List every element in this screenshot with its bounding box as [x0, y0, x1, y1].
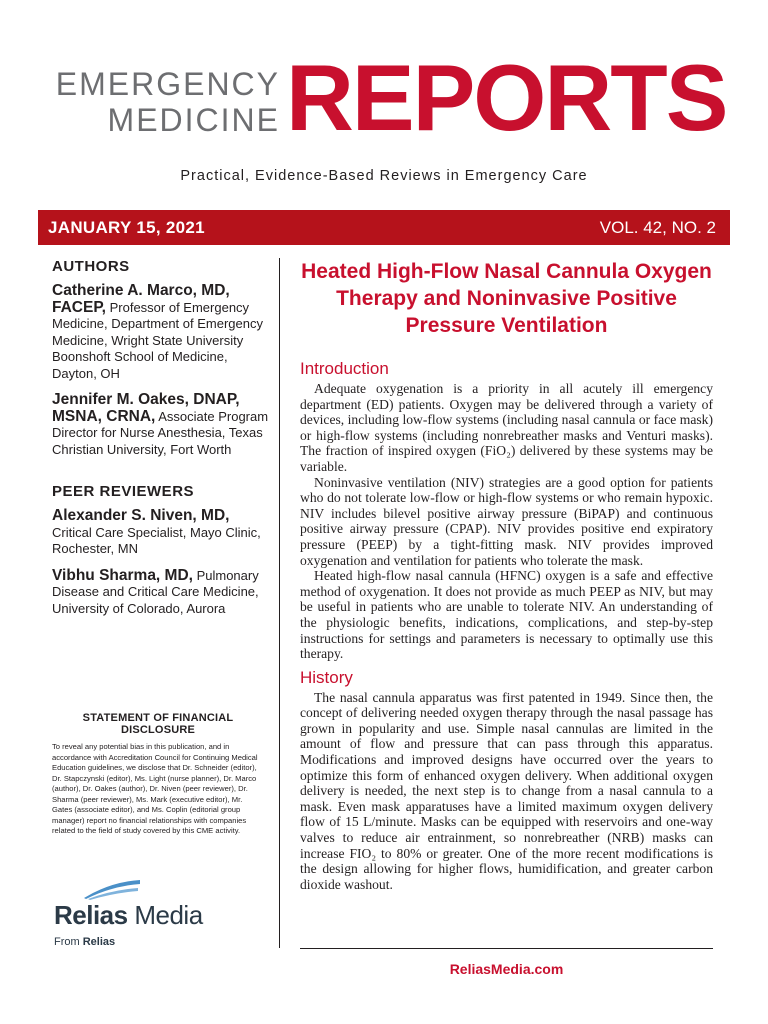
author-name: Catherine A. Marco, MD, FACEP, — [52, 282, 230, 316]
masthead-emergency: EMERGENCY — [55, 66, 280, 102]
author-affiliation: Associate Program Director for Nurse Anesthesia, Texas Christian University, Fort Worth — [52, 408, 269, 457]
reviewer-affiliation: Pulmonary Disease and Critical Care Medicine, University of Colorado, Aurora — [52, 567, 259, 616]
body-paragraph: Heated high-flow nasal cannula (HFNC) oxygen is a safe and effective method of oxygenation. It does not provide as much PEEP as NIV, but may be useful in patients who are unable to tolerate NIV. An understanding of the physiologic benefits, indications, complications, and step-by-step instructions for settings and parameters is necessary to optimally use this therapy. — [300, 568, 713, 662]
masthead-medicine: MEDICINE — [107, 102, 280, 138]
masthead-reports: REPORTS — [286, 45, 727, 150]
article — [300, 258, 713, 892]
masthead-left — [56, 66, 280, 138]
section-heading-introduction: Introduction — [300, 359, 389, 378]
issue-bar — [38, 210, 730, 245]
logo-from-brand: Relias — [82, 936, 116, 948]
author-affiliation: Professor of Emergency Medicine, Department of Emergency Medicine, Wright State University Boonshoft School of Medicine, Dayton, OH — [52, 299, 263, 381]
disclosure-heading: STATEMENT OF FINANCIAL DISCLOSURE — [82, 712, 234, 736]
reviewer-name: Alexander S. Niven, MD, — [52, 507, 230, 524]
logo-brand-bold: Relias — [54, 900, 128, 930]
reviewer-affiliation: Critical Care Specialist, Mayo Clinic, Rochester, MN — [52, 524, 261, 556]
author-entry — [52, 283, 272, 382]
logo-brand-light: Media — [127, 900, 203, 930]
logo-from — [54, 936, 115, 948]
peer-reviewers-heading: PEER REVIEWERS — [52, 483, 195, 500]
disclosure-body: To reveal any potential bias in this publication, and in accordance with Accreditation Council for Continuing Medical Education guidelines, we disclose that Dr. Schneider (editor), Dr. Stapczynski (editor), Ms. Light (nurse planner), Dr. Marco (author), Dr. Oakes (author), Dr. Niven (peer reviewer), Dr. Sharma (peer reviewer), Ms. Mark (executive editor), Mr. Gates (associate editor), and Ms. Coplin (editorial group manager) report no financial relationships with companies related to the field of study covered by this CME activity. — [52, 742, 258, 835]
footer-url-link[interactable]: ReliasMedia.com — [449, 961, 564, 977]
reviewer-entry — [52, 568, 272, 618]
footer-rule — [300, 948, 713, 949]
body-paragraph: Noninvasive ventilation (NIV) strategies are a good option for patients who do not tolerate low-flow or high-flow systems or who remain hypoxic. NIV includes bilevel positive airway pressure (BiPAP) and continuous positive airway pressure (CPAP). NIV provides positive end expiratory pressure (PEEP) by a tight-fitting mask. NIV provides improved oxygenation and ventilation for patients who tolerate the mask. — [300, 474, 713, 568]
financial-disclosure — [52, 712, 264, 837]
relias-media-logo — [52, 878, 252, 958]
logo-swoosh-icon — [82, 878, 142, 900]
body-paragraph: Adequate oxygenation is a priority in all acutely ill emergency department (ED) patients. Oxygen may be delivered through a variety of devices, including low-flow systems (including nasal cannula or face mask) or high-flow systems (including nonrebreather masks and Venturi masks). The fraction of inspired oxygen (FiO₂) delivered by these systems may be variable. — [300, 381, 713, 474]
issue-volume: VOL. 42, NO. 2 — [599, 218, 716, 237]
masthead — [0, 0, 768, 200]
section-heading-history: History — [300, 667, 353, 687]
sidebar — [52, 258, 272, 627]
reviewer-entry — [52, 508, 272, 558]
column-divider — [279, 258, 280, 948]
author-entry — [52, 392, 272, 458]
article-title: Heated High-Flow Nasal Cannula Oxygen Therapy and Noninvasive Positive Pressure Ventilation — [301, 260, 712, 337]
issue-date: JANUARY 15, 2021 — [48, 218, 205, 237]
tagline: Practical, Evidence-Based Reviews in Emergency Care — [180, 168, 588, 184]
logo-wordmark — [54, 900, 203, 931]
body-paragraph: The nasal cannula apparatus was first patented in 1949. Since then, the concept of delivering needed oxygen therapy through the nasal passage has grown in popularity and use. Simple nasal cannulas are limited in the amount of flow and pressure that can pass through this apparatus. Modifications and improved designs have occurred over the years to optimize this form of enhanced oxygen delivery. When additional oxygen delivery is needed, the next step is to change from a nasal cannula to a mask. Even mask apparatuses have a limited maximum oxygen delivery flow of 15 L/minute. Masks can be equipped with reservoirs and one-way valves to reduce air entrainment, so nonrebreather (NRB) masks can increase FIO₂ to 80% or greater. One of the more recent modifications is the design allowing for higher flows, humidification, and greater carbon dioxide washout. — [300, 689, 713, 892]
reviewer-name: Vibhu Sharma, MD, — [52, 566, 193, 584]
author-name: Jennifer M. Oakes, DNAP, MSNA, CRNA, — [52, 391, 240, 425]
authors-heading: AUTHORS — [52, 258, 130, 275]
logo-from-prefix: From — [54, 936, 83, 948]
